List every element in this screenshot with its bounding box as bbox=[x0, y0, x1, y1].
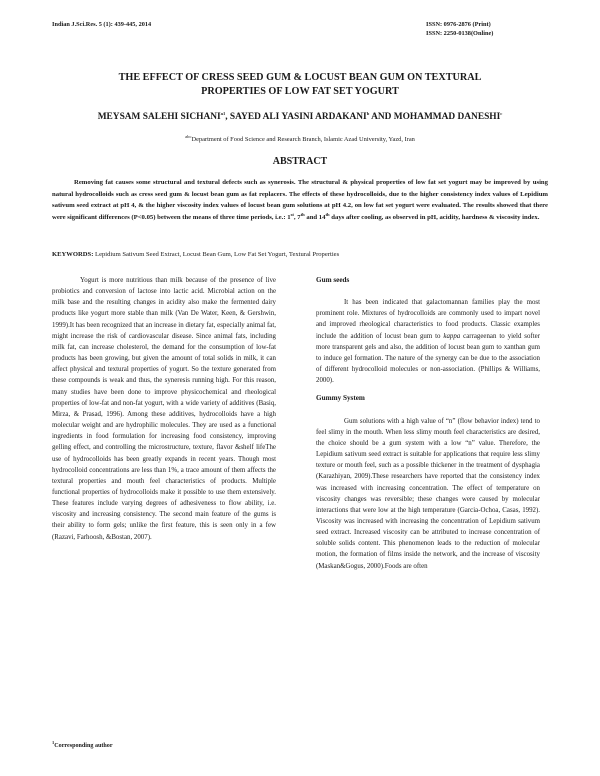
abstract-heading: ABSTRACT bbox=[272, 156, 328, 167]
footnote bbox=[52, 740, 113, 750]
author-3-affil-mark: c bbox=[500, 110, 503, 116]
gummy-system-paragraph: Gum solutions with a high value of “n” (flow behavior index) tend to feel slimy in the mouth. When less slimy mouth feel characteristics are desired, the choice should be a gum system with a low “n” value. Therefore, the Lepidium sativum seed extract is suitable for applications that require less slimy texture or mouth feel, such as a possible thickener in the treatment of dysphagia (Karazhiyan, 2009).These researchers have reported that the consistency index was increased with increasing concentration. The effect of temperature on viscosity changes was reversible; these changes were caused by molecular interactions that were low at the high temperature (Garcia-Ochoa, Casas, 1992). Viscosity was increased with increasing the concentration of Lepidium sativum seed extract. Increased viscosity can be attributed to increase concentration of soluble solids content. This phenomenon leads to the reduction of molecular motion, the formation of films inside the network, and the increase of viscosity (Maskan&Gogus, 2000).Foods are often bbox=[316, 417, 540, 570]
italic-term: kappa bbox=[443, 332, 461, 340]
author-3: MOHAMMAD DANESHI bbox=[393, 112, 501, 122]
issn-online: ISSN: 2250-0138(Online) bbox=[426, 30, 494, 38]
gum-seeds-paragraph bbox=[316, 297, 540, 386]
issn-block bbox=[426, 20, 493, 38]
abstract-text: days after cooling, as observed in pH, acidity, hardness & viscosity index. bbox=[329, 214, 540, 222]
title-line-2: PROPERTIES OF LOW FAT SET YOGURT bbox=[201, 85, 399, 97]
intro-paragraph: Yogurt is more nutritious than milk because of the presence of live probiotics and conversion of lactose into lactic acid. Microbial action on the milk base and the resulting changes in acidity also make the fermented dairy products like yogurt more stable than milk (Van De Water, Keen, & Gershwin, 1999).It has been recognized that an increase in dietary fat, especially animal fat, might increase the risk of cardiovascular disease. Since animal fats, including milk fat, can increase cholesterol, the demand for the consumption of low-fat products has been growing, but given the amount of total solids in milk, it can affect physical and textural properties of yogurt. So the texture generated from these compounds is weak and thus, the syneresis running high. For this reason, many studies have been done to improve physicochemical and rheological properties of low-fat and non-fat yogurt, with a wide variety of additives (Basiq, Mirza, & Prasad, 1996). Among these additives, hydrocolloids have a high molecular weight and are hydrophilic molecules. They are used as a functional ingredients in food formulation for increasing food consistency, improving gelling effect, and controlling the microstructure, texture, flavor &shelf lifeThe use of hydrocolloids has been greatly expands in recent years. Though most hydrocolloid concentrations are less than 1%, a trace amount of them affects the textural properties and mouth feel characteristics of products. Multiple functional properties of hydrocolloids make it possible to use them extensively. These features include varying degrees of adhesiveness to flow ability, i.e. viscosity and increasing consistency. The second main feature of the gums is their ability to form gels; unlike the first feature, this is seen only in a few (Razavi, Farhoosh, &Bostan, 2007). bbox=[52, 277, 276, 541]
left-column bbox=[52, 275, 276, 543]
abstract-text: Removing fat causes some structural and textural defects such as synerosis. The structural & physical properties of low fat set yogurt may be improved by using natural hydrocolloids such as cress seed gum & locust bean gum as fat replacers. The effects of these hydrocolloids, due to the higher consistency index values of Lepidium sativum seed extract at pH 4, & the higher viscosity index values of locust bean gum solutions at pH 4.2, on low fat set yogurt were evaluated. The results showed that there were significant differences (P<0.05) between the means of three time periods, i.e.: 1 bbox=[52, 179, 548, 222]
footnote-mark: 1 bbox=[52, 740, 55, 745]
author-2: SAYED ALI YASINI ARDAKANI bbox=[229, 112, 367, 122]
keywords-text: Lepidium Sativum Seed Extract, Locust Bean Gum, Low Fat Set Yogurt, Textural Properties bbox=[93, 251, 340, 258]
affiliation bbox=[60, 133, 540, 143]
abstract-text: , 7 bbox=[293, 214, 301, 222]
paper-title bbox=[60, 71, 540, 98]
abstract-text: and 14 bbox=[304, 214, 326, 222]
author-1: MEYSAM SALEHI SICHANI bbox=[97, 112, 221, 122]
paragraph-text: It has been indicated that galactomannan families play the most prominent role. Mixtures of hydrocolloids are commonly used to impart novel and improved rheological characteristics to food products. Classic examples include the addition of locust bean gum to bbox=[316, 299, 540, 340]
journal-citation: Indian J.Sci.Res. 5 (1): 439-445, 2014 bbox=[52, 21, 152, 28]
section-heading-gummy-system: Gummy System bbox=[316, 394, 365, 403]
section-heading-gum-seeds: Gum seeds bbox=[316, 276, 350, 284]
right-column bbox=[316, 275, 540, 572]
author-1-affil-mark: a1 bbox=[220, 110, 226, 116]
author-separator: AND bbox=[369, 112, 394, 122]
affiliation-mark: abc bbox=[185, 133, 192, 139]
author-separator: , bbox=[225, 112, 230, 122]
keywords-label: KEYWORDS: bbox=[52, 251, 94, 258]
paragraph-text: carrageenan to yield softer more transparent gels and also, the addition of locust bean gum to xanthan gum to induce gel formation. The nature of the synergy can be due to the association of different hydrocolloid molecules or non-association. (Phillips & Williams, 2000). bbox=[316, 332, 540, 385]
author-list bbox=[40, 112, 560, 122]
issn-print: ISSN: 0976-2876 (Print) bbox=[426, 21, 491, 28]
footnote-text: Corresponding author bbox=[54, 743, 113, 750]
ordinal-suffix: st bbox=[290, 211, 294, 217]
author-2-affil-mark: b bbox=[366, 110, 370, 116]
affiliation-text: Department of Food Science and Research Branch, Islamic Azad University, Yazd, Iran bbox=[191, 136, 415, 143]
title-line-1: THE EFFECT OF CRESS SEED GUM & LOCUST BEAN GUM ON TEXTURAL bbox=[118, 72, 482, 83]
ordinal-suffix: th bbox=[325, 211, 330, 217]
abstract-body bbox=[52, 177, 548, 224]
keywords bbox=[52, 251, 548, 258]
ordinal-suffix: th bbox=[300, 211, 305, 217]
